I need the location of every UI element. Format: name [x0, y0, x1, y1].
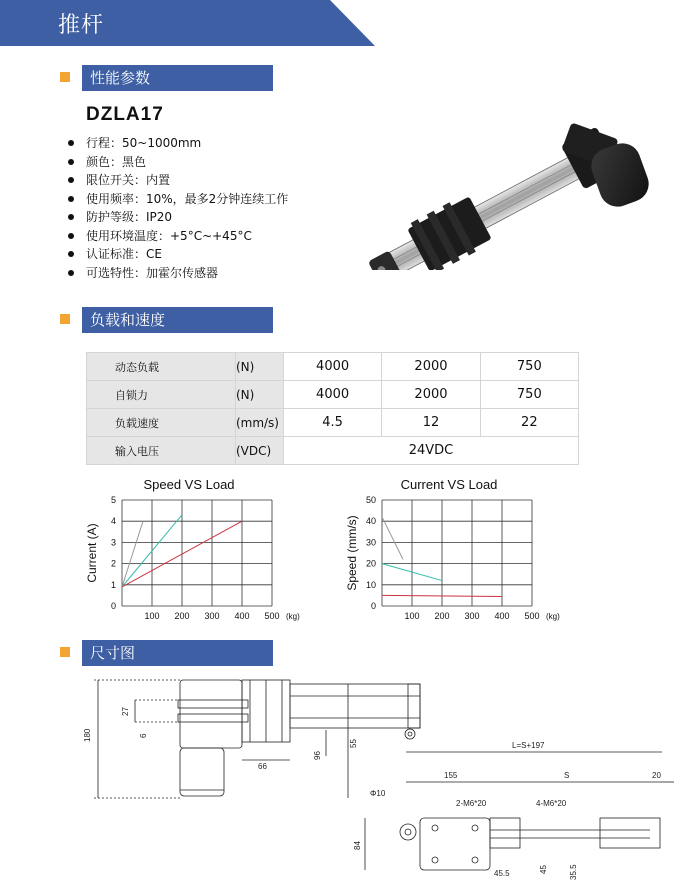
spec-item: 可选特性：加霍尔传感器: [68, 264, 288, 283]
y-tick-label: 0: [110, 601, 116, 611]
dim-label: 2-M6*20: [456, 799, 487, 808]
y-axis-label: Speed (mm/s): [345, 515, 359, 591]
dimension-drawing: [80, 670, 680, 883]
section-title-performance: 性能参数: [82, 65, 273, 91]
table-cell: 2000: [382, 353, 480, 381]
row-label: 负载速度: [87, 409, 236, 437]
page-banner: [0, 0, 375, 46]
x-tick-label: 400: [234, 611, 250, 621]
y-tick-label: 20: [365, 558, 376, 569]
x-tick-label: 100: [144, 611, 160, 621]
dim-label: 20: [652, 771, 661, 780]
section-marker: [60, 647, 70, 657]
y-axis-label: Current (A): [85, 523, 99, 583]
x-tick-label: 300: [464, 611, 480, 621]
section-title-load: 负载和速度: [82, 307, 273, 333]
table-cell: 2000: [382, 381, 480, 409]
banner-shape: [0, 0, 375, 46]
y-tick-label: 3: [110, 537, 116, 548]
row-label: 自锁力: [87, 381, 236, 409]
dim-label: L=S+197: [512, 741, 545, 750]
dim-label: 27: [121, 707, 130, 716]
row-unit: (N): [235, 381, 283, 409]
y-tick-label: 30: [365, 537, 376, 548]
spec-item: 颜色：黑色: [68, 153, 288, 172]
dim-label: 55: [349, 739, 358, 748]
x-unit-label: (kg): [546, 612, 560, 621]
x-unit-label: (kg): [286, 612, 300, 621]
table-row: [87, 381, 579, 409]
section-title-dimensions: 尺寸图: [82, 640, 273, 666]
spec-item: 使用环境温度：+5°C~+45°C: [68, 227, 288, 246]
x-tick-label: 500: [524, 611, 540, 621]
chart-speed-vs-load: [80, 474, 320, 624]
dim-label: 155: [444, 771, 458, 780]
y-tick-label: 4: [110, 516, 116, 527]
y-tick-label: 0: [370, 601, 376, 611]
section-marker: [60, 72, 70, 82]
series-line: [382, 517, 403, 559]
spec-item: 行程：50~1000mm: [68, 134, 288, 153]
spec-list: [68, 134, 288, 282]
table-cell: 4000: [283, 353, 381, 381]
x-tick-label: 500: [264, 611, 280, 621]
spec-item: 防护等级：IP20: [68, 208, 288, 227]
y-tick-label: 5: [110, 495, 116, 505]
section-marker: [60, 314, 70, 324]
y-tick-label: 40: [365, 516, 376, 527]
params-table: [86, 352, 579, 465]
page-title: 推杆: [58, 13, 105, 38]
x-tick-label: 400: [494, 611, 510, 621]
actuator-product-image: [355, 120, 655, 270]
dim-label: 45.5: [494, 869, 510, 878]
x-tick-label: 200: [174, 611, 190, 621]
table-cell: 24VDC: [283, 437, 578, 465]
y-tick-label: 50: [365, 495, 376, 505]
table-cell: 750: [480, 381, 578, 409]
dim-label: 66: [258, 762, 267, 771]
table-row: [87, 437, 579, 465]
dim-label: 4-M6*20: [536, 799, 567, 808]
spec-item: 认证标准：CE: [68, 245, 288, 264]
dim-label: 84: [353, 841, 362, 850]
model-name: DZLA17: [86, 104, 164, 125]
table-cell: 22: [480, 409, 578, 437]
dim-label: 35.5: [569, 864, 578, 880]
chart-current-vs-load: [340, 474, 580, 624]
row-unit: (VDC): [235, 437, 283, 465]
chart-title: Speed VS Load: [143, 477, 235, 492]
table-cell: 4000: [283, 381, 381, 409]
row-label: 动态负载: [87, 353, 236, 381]
table-cell: 12: [382, 409, 480, 437]
x-tick-label: 200: [434, 611, 450, 621]
y-tick-label: 10: [365, 579, 376, 590]
x-tick-label: 100: [404, 611, 420, 621]
dim-label: 180: [83, 728, 92, 742]
x-tick-label: 300: [204, 611, 220, 621]
spec-item: 使用频率：10%，最多2分钟连续工作: [68, 190, 288, 209]
row-unit: (mm/s): [235, 409, 283, 437]
table-row: [87, 353, 579, 381]
dim-label: 45: [539, 865, 548, 874]
table-cell: 4.5: [283, 409, 381, 437]
y-tick-label: 2: [110, 558, 116, 569]
row-label: 输入电压: [87, 437, 236, 465]
dim-label: S: [564, 771, 570, 780]
dim-label: Φ10: [370, 789, 386, 798]
dim-label: 6: [139, 733, 148, 738]
table-cell: 750: [480, 353, 578, 381]
row-unit: (N): [235, 353, 283, 381]
chart-title: Current VS Load: [400, 477, 498, 492]
spec-item: 限位开关：内置: [68, 171, 288, 190]
series-line: [382, 595, 502, 596]
table-row: [87, 409, 579, 437]
dim-label: 96: [313, 751, 322, 760]
y-tick-label: 1: [110, 579, 116, 590]
